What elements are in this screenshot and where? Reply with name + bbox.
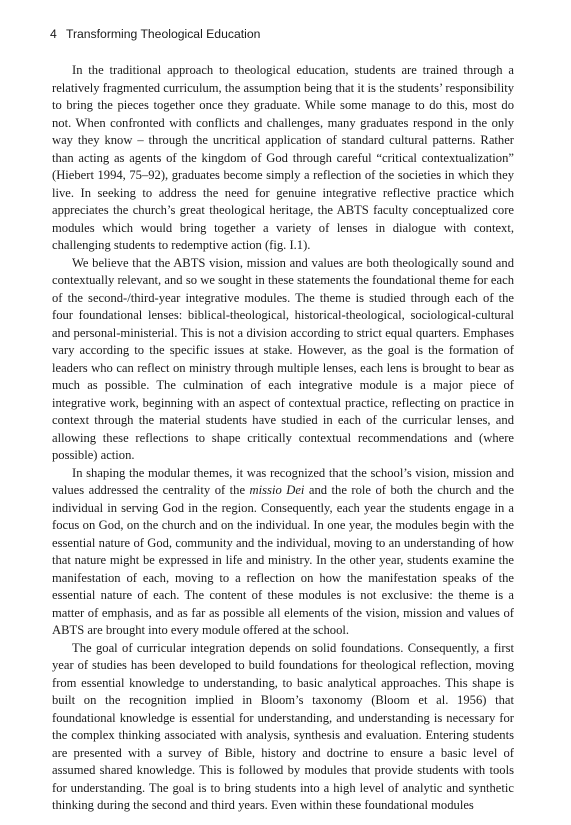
missio-dei-term: missio Dei	[249, 483, 305, 497]
running-header	[50, 27, 260, 41]
page-number: 4	[50, 27, 57, 41]
paragraph-3-part-1: In shaping the modular themes, it was recognized that the school’s vision, mission and values addressed the centrality of the	[52, 465, 514, 497]
paragraph-1: In the traditional approach to theological education, students are trained through a relatively fragmented curriculum, the assumption being that it is the students’ responsibility to bring the pieces together once they graduate. While some manage to do this, most do not. When confronted with conflicts and challenges, many graduates respond in the only way they know – through the uncritical application of standard cultural patterns. Rather than acting as agents of the kingdom of God through careful “critical contextualization” (Hiebert 1994, 75–92), graduates become simply a reflection of the societies in which they live. In seeking to address the need for genuine integrative reflective practice which appreciates the church’s great theological heritage, the ABTS faculty conceptualized core modules which would bring together a variety of lenses in dialogue with context, challenging students to redemptive action (fig. I.1).	[52, 63, 514, 252]
paragraph-4: The goal of curricular integration depends on solid foundations. Consequently, a first year of studies has been developed to build foundations for theological reflection, moving from essential knowledge to understanding, to basic analytical approaches. This shape is built on the recognition implied in Bloom’s taxonomy (Bloom et al. 1956) that foundational knowledge is essential for understanding, and understanding is necessary for the complex thinking associated with analysis, synthesis and evaluation. Entering students are presented with a survey of Bible, history and doctrine to ensure a basic level of assumed shared knowledge. This is followed by modules that provide students with tools for understanding. The goal is to bring students into a high level of analytic and synthetic thinking during the second and third years. Even within these foundational modules	[52, 640, 514, 812]
running-title: Transforming Theological Education	[65, 27, 261, 41]
paragraph-2: We believe that the ABTS vision, mission and values are both theologically sound and contextually relevant, and so we sought in these statements the foundational theme for each of the second-/third-year integrative modules. The theme is studied through each of the four foundational lenses: biblical-theological, historical-theological, sociological-cultural and personal-ministerial. This is not a division according to strict equal quarters. Emphases vary according to the specific issues at stake. However, as the goal is the formation of leaders who can reflect on ministry through multiple lenses, each lens is brought to bear as much as possible. The culmination of each integrative module is a major piece of integrative work, beginning with an aspect of contextual practice, reflecting on practice in context through the material students have studied in each of the curricular lenses, and allowing these reflections to shape critically contextual recommendations and (where possible) action.	[52, 255, 514, 462]
paragraph-3-part-2: and the role of both the church and the individual in serving God in the region. Consequently, each year the students engage in a focus on God, on the church and on the individual. In one year, the modules begin with the essential nature of God, community and the individual, moving to an understanding of how that nature might be expressed in life and ministry. In the other year, students examine the manifestation of each, moving to a reflection on how the manifestation speaks of the essential nature of each. The content of these modules is not exclusive: the theme is a matter of emphasis, and as far as possible all elements of the vision, mission and values of ABTS are brought into every module offered at the school.	[52, 483, 514, 637]
body-text	[52, 62, 514, 815]
paragraph-3	[52, 465, 514, 640]
